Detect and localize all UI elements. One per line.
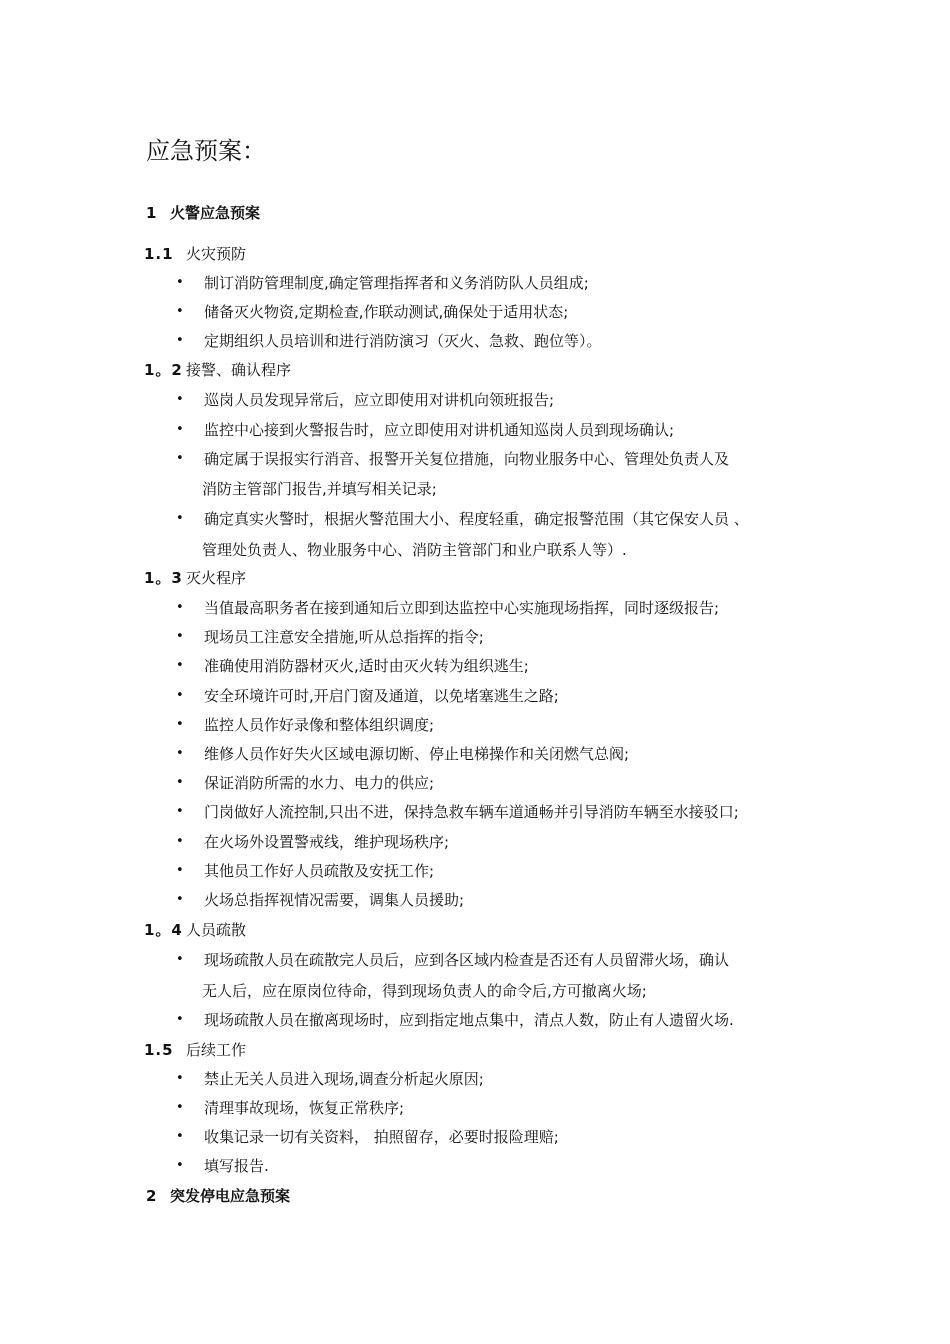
bullet-icon: • bbox=[176, 804, 184, 819]
subsection-heading-1-5 bbox=[144, 1040, 246, 1060]
list-item-continuation: 管理处负责人、物业服务中心、消防主管部门和业户联系人等）. bbox=[202, 541, 627, 559]
bullet-icon: • bbox=[176, 422, 184, 437]
subsection-title: 后续工作 bbox=[186, 1041, 247, 1059]
subsection-heading-1-4 bbox=[144, 920, 246, 940]
bullet-icon: • bbox=[176, 511, 184, 526]
bullet-icon: • bbox=[176, 1071, 184, 1086]
bullet-icon: • bbox=[176, 863, 184, 878]
section-title: 火警应急预案 bbox=[170, 204, 261, 222]
section-title: 突发停电应急预案 bbox=[170, 1187, 291, 1205]
bullet-icon: • bbox=[176, 834, 184, 849]
page-title: 应急预案： bbox=[146, 137, 266, 165]
subsection-number: 1。3 bbox=[144, 569, 183, 587]
bullet-icon: • bbox=[176, 775, 184, 790]
subsection-number: 1。2 bbox=[144, 361, 183, 379]
bullet-icon: • bbox=[176, 746, 184, 761]
subsection-heading-1-3 bbox=[144, 568, 246, 588]
document-page: 应急预案： 1 火警应急预案 1.1 火灾预防 • 制订消防管理制度,确定管理指挥者和义务消防队人员组成; • 储备灭火物资,定期检查,作联动测试,确保处于适用状态; • 定期组织人员培训和进行消防演习（灭火、急救、跑位等）。 1。2 接警、确认程序 • 巡岗人员发现异常后，应立即使用对讲机向领班报告; • 监控中心接到火警报告时，应立即使用对讲机通知巡岗人员到现场确认; • 确定属于误报实行消音、报警开关复位措施，向物业服务中心、管理处负责人及 消防主管部门报告,并填写相关记录; • 确定真实火警时，根据火警范围大小、程度轻重，确定报警范围（其它保安人员 、 管理处负责人、物业服务中心、消防主管部门和业户联系人等）. 1。3 灭火程序 • 当值最高职务者在接到通知后立即到达监控中心实施现场指挥，同时逐级报告; • 现场员工注意安全措施,听从总指挥的指令; • 准确使用消防器材灭火,适时由灭火转为组织逃生; • 安全环境许可时,开启门窗及通道，以免堵塞逃生之路; • 监控人员作好录像和整体组织调度; • 维修人员作好失火区域电源切断、停止电梯操作和关闭燃气总阀; • 保证消防所需的水力、电力的供应; • 门岗做好人流控制,只出不进，保持急救车辆车道通畅并引导消防车辆至水接驳口; • 在火场外设置警戒线，维护现场秩序; • 其他员工作好人员疏散及安抚工作; • 火场总指挥视情况需要，调集人员援助; 1。4 人员疏散 • 现场疏散人员在疏散完人员后，应到各区域内检查是否还有人员留滞火场，确认 无人后，应在原岗位待命，得到现场负责人的命令后,方可撤离火场; • 现场疏散人员在撤离现场时，应到指定地点集中，清点人数，防止有人遗留火场. 1.5 后续工作 • 禁止无关人员进入现场,调查分析起火原因; • 清理事故现场，恢复正常秩序; • 收集记录一切有关资料， 拍照留存，必要时报险理赔; • 填写报告. 2 突发停电应急预案 bbox=[144, 137, 749, 1205]
bullet-icon: • bbox=[176, 333, 184, 348]
subsection-number: 1。4 bbox=[144, 921, 183, 939]
bullet-icon: • bbox=[176, 275, 184, 290]
subsection-title: 接警、确认程序 bbox=[186, 361, 292, 379]
list-item-continuation: 无人后，应在原岗位待命，得到现场负责人的命令后,方可撤离火场; bbox=[202, 982, 647, 1000]
bullet-icon: • bbox=[176, 451, 184, 466]
bullet-icon: • bbox=[176, 952, 184, 967]
bullet-icon: • bbox=[176, 629, 184, 644]
list-item-continuation: 消防主管部门报告,并填写相关记录; bbox=[202, 480, 437, 498]
section-number: 1 bbox=[146, 204, 157, 222]
subsection-title: 火灾预防 bbox=[186, 245, 247, 263]
bullet-icon: • bbox=[176, 304, 184, 319]
bullet-icon: • bbox=[176, 717, 184, 732]
subsection-heading-1-1 bbox=[144, 244, 246, 264]
subsection-number: 1.1 bbox=[144, 245, 174, 263]
bullet-icon: • bbox=[176, 688, 184, 703]
bullet-icon: • bbox=[176, 1129, 184, 1144]
bullet-icon: • bbox=[176, 600, 184, 615]
bullet-icon: • bbox=[176, 1012, 184, 1027]
bullet-icon: • bbox=[176, 1158, 184, 1173]
section-heading-1 bbox=[146, 203, 260, 223]
subsection-heading-1-2 bbox=[144, 360, 291, 380]
section-number: 2 bbox=[146, 1187, 157, 1205]
bullet-icon: • bbox=[176, 892, 184, 907]
subsection-title: 灭火程序 bbox=[186, 569, 247, 587]
subsection-title: 人员疏散 bbox=[186, 921, 247, 939]
bullet-icon: • bbox=[176, 1100, 184, 1115]
bullet-icon: • bbox=[176, 658, 184, 673]
subsection-number: 1.5 bbox=[144, 1041, 174, 1059]
bullet-icon: • bbox=[176, 392, 184, 407]
section-heading-2 bbox=[146, 1186, 290, 1206]
